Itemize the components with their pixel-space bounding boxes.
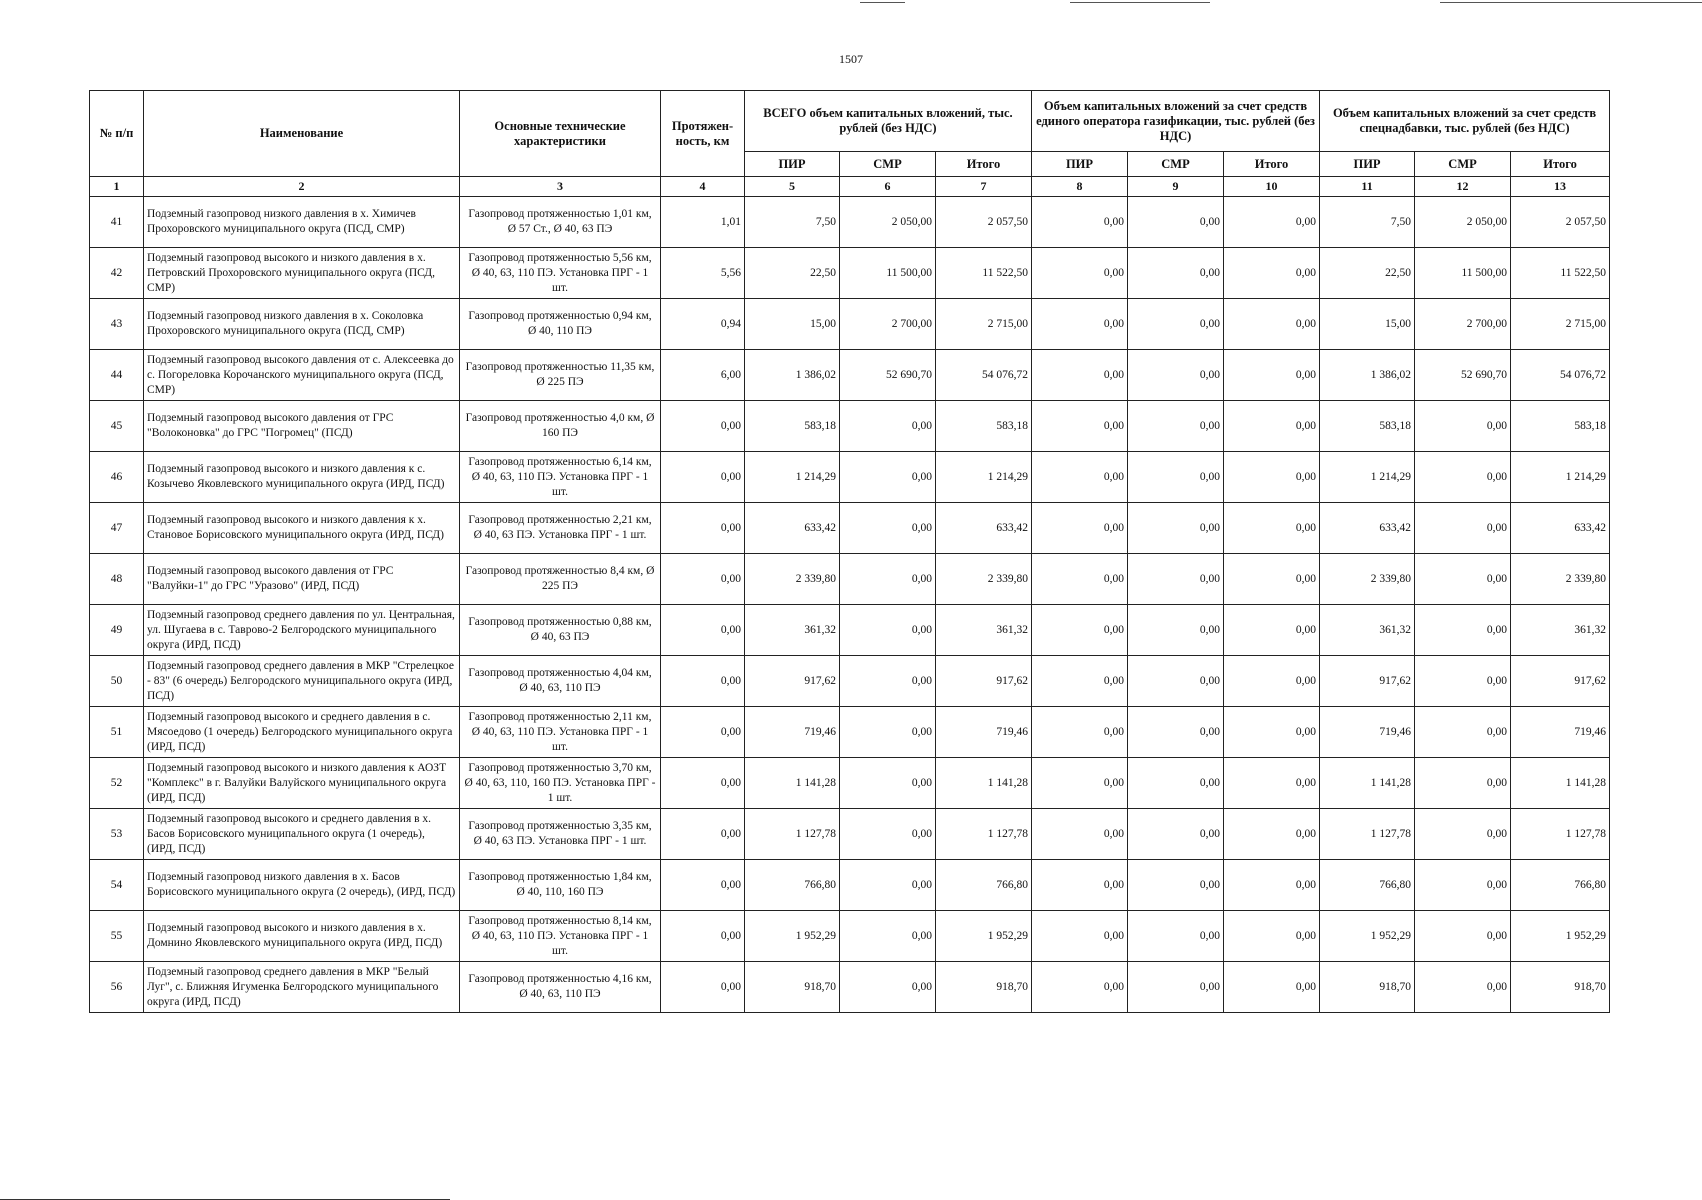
total-pir-cell: 633,42: [745, 503, 840, 554]
special-pir-cell: 583,18: [1320, 401, 1415, 452]
header-smr: СМР: [1415, 152, 1511, 177]
object-name-cell: Подземный газопровод высокого и низкого давления в х. Петровский Прохоровского муниципального округа (ПСД, СМР): [144, 248, 460, 299]
length-cell: 5,56: [661, 248, 745, 299]
row-number-cell: 42: [90, 248, 144, 299]
operator-pir-cell: 0,00: [1032, 197, 1128, 248]
column-number: 7: [936, 177, 1032, 197]
operator-itogo-cell: 0,00: [1224, 809, 1320, 860]
operator-pir-cell: 0,00: [1032, 911, 1128, 962]
row-number-cell: 48: [90, 554, 144, 605]
special-itogo-cell: 766,80: [1511, 860, 1610, 911]
header-itogo: Итого: [936, 152, 1032, 177]
operator-smr-cell: 0,00: [1128, 401, 1224, 452]
total-smr-cell: 0,00: [840, 809, 936, 860]
length-cell: 0,00: [661, 503, 745, 554]
object-name-cell: Подземный газопровод среднего давления по ул. Центральная, ул. Шугаева в с. Таврово-2 Белгородского муниципального округа (ИРД, ПСД): [144, 605, 460, 656]
special-pir-cell: 917,62: [1320, 656, 1415, 707]
total-pir-cell: 361,32: [745, 605, 840, 656]
table-row: [90, 248, 1610, 299]
object-name-cell: Подземный газопровод низкого давления в х. Химичев Прохоровского муниципального округа (ПСД, СМР): [144, 197, 460, 248]
special-smr-cell: 2 050,00: [1415, 197, 1511, 248]
technical-spec-cell: Газопровод протяженностью 1,84 км, Ø 40, 110, 160 ПЭ: [460, 860, 661, 911]
table-row: [90, 860, 1610, 911]
operator-pir-cell: 0,00: [1032, 962, 1128, 1013]
special-pir-cell: 1 952,29: [1320, 911, 1415, 962]
header-itogo: Итого: [1511, 152, 1610, 177]
total-pir-cell: 1 386,02: [745, 350, 840, 401]
header-length: Протяжен-ность, км: [661, 91, 745, 177]
header-pir: ПИР: [1032, 152, 1128, 177]
total-itogo-cell: 633,42: [936, 503, 1032, 554]
row-number-cell: 55: [90, 911, 144, 962]
length-cell: 0,00: [661, 554, 745, 605]
technical-spec-cell: Газопровод протяженностью 8,14 км, Ø 40, 63, 110 ПЭ. Установка ПРГ - 1 шт.: [460, 911, 661, 962]
total-itogo-cell: 54 076,72: [936, 350, 1032, 401]
object-name-cell: Подземный газопровод высокого и низкого давления к с. Козычево Яковлевского муниципального округа (ИРД, ПСД): [144, 452, 460, 503]
table-row: [90, 554, 1610, 605]
header-name: Наименование: [144, 91, 460, 177]
total-itogo-cell: 2 057,50: [936, 197, 1032, 248]
special-smr-cell: 0,00: [1415, 911, 1511, 962]
table-row: [90, 350, 1610, 401]
column-number: 2: [144, 177, 460, 197]
total-smr-cell: 11 500,00: [840, 248, 936, 299]
row-number-cell: 45: [90, 401, 144, 452]
operator-pir-cell: 0,00: [1032, 809, 1128, 860]
technical-spec-cell: Газопровод протяженностью 4,04 км, Ø 40, 63, 110 ПЭ: [460, 656, 661, 707]
table-row: [90, 962, 1610, 1013]
total-itogo-cell: 1 952,29: [936, 911, 1032, 962]
header-row-column-numbers: [90, 177, 1610, 197]
operator-pir-cell: 0,00: [1032, 248, 1128, 299]
row-number-cell: 54: [90, 860, 144, 911]
total-pir-cell: 766,80: [745, 860, 840, 911]
total-smr-cell: 0,00: [840, 962, 936, 1013]
total-smr-cell: 0,00: [840, 605, 936, 656]
object-name-cell: Подземный газопровод высокого и низкого давления к АОЗТ "Комплекс" в г. Валуйки Валуйского муниципального округа (ИРД, ПСД): [144, 758, 460, 809]
special-smr-cell: 0,00: [1415, 554, 1511, 605]
special-pir-cell: 918,70: [1320, 962, 1415, 1013]
operator-itogo-cell: 0,00: [1224, 452, 1320, 503]
row-number-cell: 52: [90, 758, 144, 809]
header-pir: ПИР: [1320, 152, 1415, 177]
special-itogo-cell: 1 214,29: [1511, 452, 1610, 503]
capital-investment-table: [89, 90, 1610, 1013]
row-number-cell: 43: [90, 299, 144, 350]
operator-pir-cell: 0,00: [1032, 605, 1128, 656]
object-name-cell: Подземный газопровод высокого давления от ГРС "Валуйки-1" до ГРС "Уразово" (ИРД, ПСД): [144, 554, 460, 605]
special-smr-cell: 0,00: [1415, 962, 1511, 1013]
special-smr-cell: 0,00: [1415, 860, 1511, 911]
operator-pir-cell: 0,00: [1032, 350, 1128, 401]
row-number-cell: 50: [90, 656, 144, 707]
special-smr-cell: 0,00: [1415, 809, 1511, 860]
object-name-cell: Подземный газопровод среднего давления в МКР "Белый Луг", с. Ближняя Игуменка Белгородского муниципального округа (ИРД, ПСД): [144, 962, 460, 1013]
length-cell: 0,00: [661, 605, 745, 656]
special-smr-cell: 2 700,00: [1415, 299, 1511, 350]
object-name-cell: Подземный газопровод низкого давления в х. Басов Борисовского муниципального округа (2 очередь), (ИРД, ПСД): [144, 860, 460, 911]
special-itogo-cell: 2 715,00: [1511, 299, 1610, 350]
operator-itogo-cell: 0,00: [1224, 962, 1320, 1013]
operator-smr-cell: 0,00: [1128, 503, 1224, 554]
operator-itogo-cell: 0,00: [1224, 401, 1320, 452]
operator-itogo-cell: 0,00: [1224, 197, 1320, 248]
operator-smr-cell: 0,00: [1128, 197, 1224, 248]
operator-itogo-cell: 0,00: [1224, 656, 1320, 707]
special-smr-cell: 0,00: [1415, 605, 1511, 656]
total-itogo-cell: 766,80: [936, 860, 1032, 911]
special-itogo-cell: 11 522,50: [1511, 248, 1610, 299]
special-smr-cell: 0,00: [1415, 503, 1511, 554]
column-number: 8: [1032, 177, 1128, 197]
table-row: [90, 197, 1610, 248]
special-pir-cell: 766,80: [1320, 860, 1415, 911]
operator-itogo-cell: 0,00: [1224, 605, 1320, 656]
special-smr-cell: 52 690,70: [1415, 350, 1511, 401]
operator-pir-cell: 0,00: [1032, 758, 1128, 809]
table-row: [90, 401, 1610, 452]
total-pir-cell: 918,70: [745, 962, 840, 1013]
table-row: [90, 656, 1610, 707]
special-smr-cell: 0,00: [1415, 707, 1511, 758]
special-itogo-cell: 918,70: [1511, 962, 1610, 1013]
column-number: 3: [460, 177, 661, 197]
total-smr-cell: 52 690,70: [840, 350, 936, 401]
row-number-cell: 41: [90, 197, 144, 248]
row-number-cell: 47: [90, 503, 144, 554]
object-name-cell: Подземный газопровод высокого и среднего давления в с. Мясоедово (1 очередь) Белгородского муниципального округа (ИРД, ПСД): [144, 707, 460, 758]
object-name-cell: Подземный газопровод высокого и низкого давления к х. Становое Борисовского муниципального округа (ИРД, ПСД): [144, 503, 460, 554]
technical-spec-cell: Газопровод протяженностью 2,21 км, Ø 40, 63 ПЭ. Установка ПРГ - 1 шт.: [460, 503, 661, 554]
operator-pir-cell: 0,00: [1032, 860, 1128, 911]
special-itogo-cell: 2 339,80: [1511, 554, 1610, 605]
operator-smr-cell: 0,00: [1128, 350, 1224, 401]
technical-spec-cell: Газопровод протяженностью 4,16 км, Ø 40, 63, 110 ПЭ: [460, 962, 661, 1013]
total-pir-cell: 2 339,80: [745, 554, 840, 605]
length-cell: 0,94: [661, 299, 745, 350]
operator-itogo-cell: 0,00: [1224, 554, 1320, 605]
total-itogo-cell: 917,62: [936, 656, 1032, 707]
operator-smr-cell: 0,00: [1128, 656, 1224, 707]
header-pir: ПИР: [745, 152, 840, 177]
column-number: 12: [1415, 177, 1511, 197]
operator-pir-cell: 0,00: [1032, 656, 1128, 707]
total-itogo-cell: 918,70: [936, 962, 1032, 1013]
technical-spec-cell: Газопровод протяженностью 5,56 км, Ø 40, 63, 110 ПЭ. Установка ПРГ - 1 шт.: [460, 248, 661, 299]
operator-smr-cell: 0,00: [1128, 809, 1224, 860]
header-operator-group: Объем капитальных вложений за счет средств единого оператора газификации, тыс. рублей (без НДС): [1032, 91, 1320, 152]
header-smr: СМР: [1128, 152, 1224, 177]
length-cell: 0,00: [661, 401, 745, 452]
special-smr-cell: 0,00: [1415, 758, 1511, 809]
table-row: [90, 809, 1610, 860]
special-itogo-cell: 583,18: [1511, 401, 1610, 452]
special-pir-cell: 1 386,02: [1320, 350, 1415, 401]
column-number: 5: [745, 177, 840, 197]
special-itogo-cell: 54 076,72: [1511, 350, 1610, 401]
operator-pir-cell: 0,00: [1032, 299, 1128, 350]
object-name-cell: Подземный газопровод высокого давления от ГРС "Волоконовка" до ГРС "Погромец" (ПСД): [144, 401, 460, 452]
special-pir-cell: 7,50: [1320, 197, 1415, 248]
total-itogo-cell: 2 715,00: [936, 299, 1032, 350]
row-number-cell: 46: [90, 452, 144, 503]
page-number: 1507: [839, 52, 863, 66]
special-smr-cell: 0,00: [1415, 656, 1511, 707]
operator-pir-cell: 0,00: [1032, 452, 1128, 503]
technical-spec-cell: Газопровод протяженностью 3,70 км, Ø 40, 63, 110, 160 ПЭ. Установка ПРГ - 1 шт.: [460, 758, 661, 809]
operator-smr-cell: 0,00: [1128, 962, 1224, 1013]
operator-itogo-cell: 0,00: [1224, 758, 1320, 809]
special-itogo-cell: 361,32: [1511, 605, 1610, 656]
technical-spec-cell: Газопровод протяженностью 1,01 км, Ø 57 Ст., Ø 40, 63 ПЭ: [460, 197, 661, 248]
table-row: [90, 911, 1610, 962]
length-cell: 0,00: [661, 962, 745, 1013]
total-smr-cell: 0,00: [840, 401, 936, 452]
total-smr-cell: 0,00: [840, 452, 936, 503]
special-itogo-cell: 633,42: [1511, 503, 1610, 554]
scan-edge-line: [860, 2, 905, 3]
special-pir-cell: 2 339,80: [1320, 554, 1415, 605]
total-itogo-cell: 2 339,80: [936, 554, 1032, 605]
special-pir-cell: 1 127,78: [1320, 809, 1415, 860]
header-num: № п/п: [90, 91, 144, 177]
total-smr-cell: 0,00: [840, 707, 936, 758]
row-number-cell: 56: [90, 962, 144, 1013]
special-pir-cell: 633,42: [1320, 503, 1415, 554]
table-row: [90, 452, 1610, 503]
total-pir-cell: 1 141,28: [745, 758, 840, 809]
total-pir-cell: 583,18: [745, 401, 840, 452]
total-smr-cell: 2 050,00: [840, 197, 936, 248]
technical-spec-cell: Газопровод протяженностью 2,11 км, Ø 40, 63, 110 ПЭ. Установка ПРГ - 1 шт.: [460, 707, 661, 758]
total-smr-cell: 0,00: [840, 503, 936, 554]
column-number: 4: [661, 177, 745, 197]
row-number-cell: 44: [90, 350, 144, 401]
header-itogo: Итого: [1224, 152, 1320, 177]
special-pir-cell: 361,32: [1320, 605, 1415, 656]
header-special-group: Объем капитальных вложений за счет средств спецнадбавки, тыс. рублей (без НДС): [1320, 91, 1610, 152]
operator-pir-cell: 0,00: [1032, 707, 1128, 758]
total-pir-cell: 1 952,29: [745, 911, 840, 962]
length-cell: 0,00: [661, 707, 745, 758]
header-smr: СМР: [840, 152, 936, 177]
operator-pir-cell: 0,00: [1032, 503, 1128, 554]
operator-smr-cell: 0,00: [1128, 707, 1224, 758]
operator-pir-cell: 0,00: [1032, 554, 1128, 605]
technical-spec-cell: Газопровод протяженностью 8,4 км, Ø 225 ПЭ: [460, 554, 661, 605]
technical-spec-cell: Газопровод протяженностью 4,0 км, Ø 160 ПЭ: [460, 401, 661, 452]
special-itogo-cell: 1 952,29: [1511, 911, 1610, 962]
table-body: [90, 197, 1610, 1013]
header-tech: Основные технические характеристики: [460, 91, 661, 177]
operator-itogo-cell: 0,00: [1224, 911, 1320, 962]
length-cell: 6,00: [661, 350, 745, 401]
total-pir-cell: 1 214,29: [745, 452, 840, 503]
total-pir-cell: 1 127,78: [745, 809, 840, 860]
technical-spec-cell: Газопровод протяженностью 11,35 км, Ø 225 ПЭ: [460, 350, 661, 401]
object-name-cell: Подземный газопровод высокого и среднего давления в х. Басов Борисовского муниципального округа (1 очередь), (ИРД, ПСД): [144, 809, 460, 860]
total-smr-cell: 0,00: [840, 758, 936, 809]
length-cell: 0,00: [661, 452, 745, 503]
special-pir-cell: 15,00: [1320, 299, 1415, 350]
column-number: 11: [1320, 177, 1415, 197]
column-number: 1: [90, 177, 144, 197]
operator-smr-cell: 0,00: [1128, 758, 1224, 809]
technical-spec-cell: Газопровод протяженностью 6,14 км, Ø 40, 63, 110 ПЭ. Установка ПРГ - 1 шт.: [460, 452, 661, 503]
table-row: [90, 503, 1610, 554]
header-row-groups: [90, 91, 1610, 152]
operator-pir-cell: 0,00: [1032, 401, 1128, 452]
technical-spec-cell: Газопровод протяженностью 3,35 км, Ø 40, 63 ПЭ. Установка ПРГ - 1 шт.: [460, 809, 661, 860]
row-number-cell: 53: [90, 809, 144, 860]
column-number: 9: [1128, 177, 1224, 197]
operator-smr-cell: 0,00: [1128, 911, 1224, 962]
total-smr-cell: 0,00: [840, 860, 936, 911]
total-pir-cell: 15,00: [745, 299, 840, 350]
total-pir-cell: 917,62: [745, 656, 840, 707]
special-smr-cell: 0,00: [1415, 452, 1511, 503]
total-itogo-cell: 583,18: [936, 401, 1032, 452]
row-number-cell: 51: [90, 707, 144, 758]
scan-edge-line: [1070, 2, 1210, 3]
table-row: [90, 605, 1610, 656]
operator-itogo-cell: 0,00: [1224, 248, 1320, 299]
table-row: [90, 299, 1610, 350]
object-name-cell: Подземный газопровод низкого давления в х. Соколовка Прохоровского муниципального округа (ПСД, СМР): [144, 299, 460, 350]
special-itogo-cell: 2 057,50: [1511, 197, 1610, 248]
length-cell: 1,01: [661, 197, 745, 248]
special-smr-cell: 11 500,00: [1415, 248, 1511, 299]
total-pir-cell: 22,50: [745, 248, 840, 299]
total-itogo-cell: 719,46: [936, 707, 1032, 758]
table-row: [90, 707, 1610, 758]
object-name-cell: Подземный газопровод высокого и низкого давления в х. Домнино Яковлевского муниципального округа (ИРД, ПСД): [144, 911, 460, 962]
total-smr-cell: 0,00: [840, 911, 936, 962]
length-cell: 0,00: [661, 656, 745, 707]
length-cell: 0,00: [661, 911, 745, 962]
special-itogo-cell: 1 127,78: [1511, 809, 1610, 860]
column-number: 6: [840, 177, 936, 197]
scan-edge-line: [1440, 2, 1702, 3]
operator-itogo-cell: 0,00: [1224, 299, 1320, 350]
operator-itogo-cell: 0,00: [1224, 350, 1320, 401]
special-pir-cell: 719,46: [1320, 707, 1415, 758]
total-pir-cell: 7,50: [745, 197, 840, 248]
total-itogo-cell: 1 214,29: [936, 452, 1032, 503]
length-cell: 0,00: [661, 860, 745, 911]
object-name-cell: Подземный газопровод среднего давления в МКР "Стрелецкое - 83" (6 очередь) Белгородского муниципального округа (ИРД, ПСД): [144, 656, 460, 707]
object-name-cell: Подземный газопровод высокого давления от с. Алексеевка до с. Погореловка Корочанского муниципального округа (ПСД, СМР): [144, 350, 460, 401]
total-smr-cell: 0,00: [840, 554, 936, 605]
special-pir-cell: 22,50: [1320, 248, 1415, 299]
operator-smr-cell: 0,00: [1128, 452, 1224, 503]
total-itogo-cell: 11 522,50: [936, 248, 1032, 299]
total-smr-cell: 0,00: [840, 656, 936, 707]
total-itogo-cell: 1 127,78: [936, 809, 1032, 860]
operator-itogo-cell: 0,00: [1224, 503, 1320, 554]
operator-smr-cell: 0,00: [1128, 605, 1224, 656]
special-pir-cell: 1 141,28: [1320, 758, 1415, 809]
special-itogo-cell: 1 141,28: [1511, 758, 1610, 809]
operator-smr-cell: 0,00: [1128, 554, 1224, 605]
column-number: 10: [1224, 177, 1320, 197]
technical-spec-cell: Газопровод протяженностью 0,88 км, Ø 40, 63 ПЭ: [460, 605, 661, 656]
row-number-cell: 49: [90, 605, 144, 656]
total-pir-cell: 719,46: [745, 707, 840, 758]
total-itogo-cell: 361,32: [936, 605, 1032, 656]
total-itogo-cell: 1 141,28: [936, 758, 1032, 809]
header-total-group: ВСЕГО объем капитальных вложений, тыс. рублей (без НДС): [745, 91, 1032, 152]
table-row: [90, 758, 1610, 809]
length-cell: 0,00: [661, 809, 745, 860]
technical-spec-cell: Газопровод протяженностью 0,94 км, Ø 40, 110 ПЭ: [460, 299, 661, 350]
special-pir-cell: 1 214,29: [1320, 452, 1415, 503]
operator-smr-cell: 0,00: [1128, 248, 1224, 299]
total-smr-cell: 2 700,00: [840, 299, 936, 350]
operator-smr-cell: 0,00: [1128, 299, 1224, 350]
operator-itogo-cell: 0,00: [1224, 707, 1320, 758]
special-smr-cell: 0,00: [1415, 401, 1511, 452]
column-number: 13: [1511, 177, 1610, 197]
operator-itogo-cell: 0,00: [1224, 860, 1320, 911]
length-cell: 0,00: [661, 758, 745, 809]
operator-smr-cell: 0,00: [1128, 860, 1224, 911]
special-itogo-cell: 719,46: [1511, 707, 1610, 758]
special-itogo-cell: 917,62: [1511, 656, 1610, 707]
